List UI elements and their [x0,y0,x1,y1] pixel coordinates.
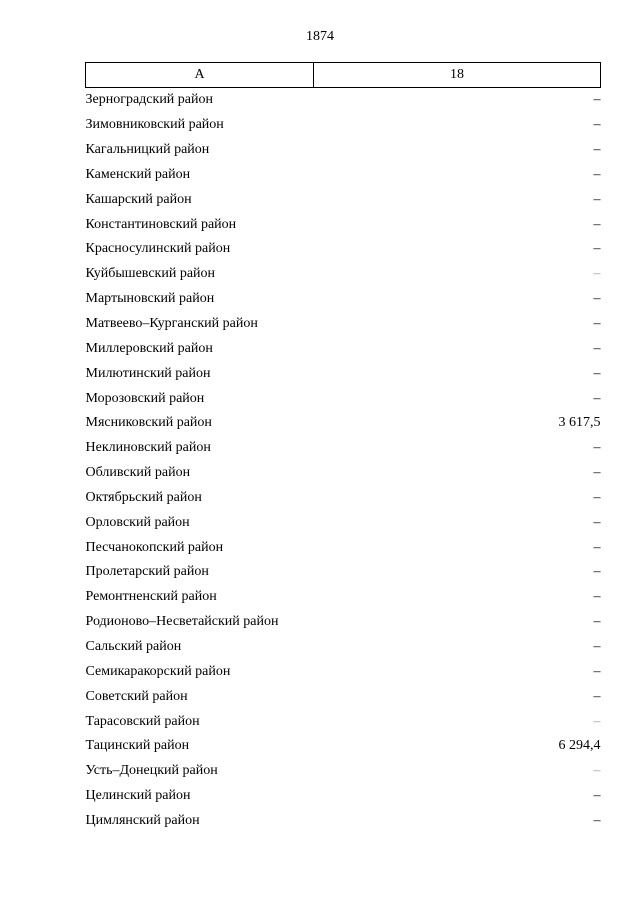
district-value: 6 294,4 [558,738,601,754]
header-column-a: А [86,63,314,88]
table-row [86,88,601,113]
district-value: – [593,713,601,729]
district-value: – [593,216,601,232]
district-name: Песчанокопский район [85,539,224,555]
district-name: Каменский район [85,166,191,182]
district-value: – [593,191,601,207]
table-row [86,684,601,709]
district-value: – [593,340,601,356]
district-value: – [593,266,601,282]
table-row [86,163,601,188]
table-row [86,361,601,386]
district-value: – [593,316,601,332]
district-name: Зимовниковский район [85,117,224,133]
district-value: – [593,514,601,530]
table-row [86,436,601,461]
table-row [86,709,601,734]
district-name: Усть–Донецкий район [85,763,218,779]
district-name: Обливский район [85,465,191,481]
table-row [86,659,601,684]
district-value: – [593,440,601,456]
district-value: – [593,638,601,654]
header-row [86,63,601,88]
table-body [86,88,601,834]
district-value: – [593,763,601,779]
district-name: Милютинский район [85,365,211,381]
table-row [86,510,601,535]
district-name: Пролетарский район [85,564,209,580]
district-name: Кагальницкий район [85,142,210,158]
report-table [85,62,601,833]
district-value: – [593,663,601,679]
district-name: Зерноградский район [85,92,213,108]
district-name: Красносулинский район [85,241,231,257]
district-value: – [593,812,601,828]
district-value: – [593,614,601,630]
district-name: Семикаракорский район [85,663,231,679]
district-name: Морозовский район [85,390,205,406]
table-row [86,784,601,809]
district-name: Октябрьский район [85,489,202,505]
table-row [86,535,601,560]
district-name: Константиновский район [85,216,237,232]
table-row [86,585,601,610]
district-value: – [593,564,601,580]
table-row [86,734,601,759]
table-header [86,63,601,88]
district-value: – [593,489,601,505]
table-row [86,759,601,784]
table-row [86,237,601,262]
district-name: Родионово–Несветайский район [85,614,279,630]
district-name: Орловский район [85,514,190,530]
district-name: Куйбышевский район [85,266,216,282]
district-name: Советский район [85,688,188,704]
table-row [86,312,601,337]
district-name: Миллеровский район [85,340,213,356]
table-row [86,287,601,312]
district-value: – [593,92,601,108]
district-value: – [593,688,601,704]
page-number: 1874 [306,29,334,44]
district-name: Мартыновский район [85,291,215,307]
table-row [86,635,601,660]
table-row [86,113,601,138]
district-value: – [593,465,601,481]
district-value: – [593,291,601,307]
district-name: Целинский район [85,788,191,804]
table-row [86,262,601,287]
table-row [86,386,601,411]
table-row [86,560,601,585]
table-row [86,138,601,163]
table-row [86,411,601,436]
district-value: – [593,788,601,804]
district-value: – [593,241,601,257]
district-value: – [593,390,601,406]
district-name: Мясниковский район [85,415,212,431]
district-name: Цимлянский район [85,812,200,828]
district-name: Неклиновский район [85,440,211,456]
district-value: – [593,365,601,381]
district-value: – [593,166,601,182]
district-name: Сальский район [85,638,182,654]
district-value: 3 617,5 [558,415,601,431]
district-value: – [593,589,601,605]
table-row [86,187,601,212]
table-row [86,461,601,486]
table-row [86,808,601,833]
header-column-18: 18 [314,63,601,88]
district-value: – [593,117,601,133]
table-row [86,212,601,237]
table-row [86,610,601,635]
district-name: Ремонтненский район [85,589,217,605]
district-name: Матвеево–Курганский район [85,316,258,332]
district-name: Кашарский район [85,191,192,207]
district-value: – [593,539,601,555]
district-value: – [593,142,601,158]
district-name: Тарасовский район [85,713,200,729]
district-name: Тацинский район [85,738,190,754]
table-row [86,336,601,361]
table-row [86,486,601,511]
